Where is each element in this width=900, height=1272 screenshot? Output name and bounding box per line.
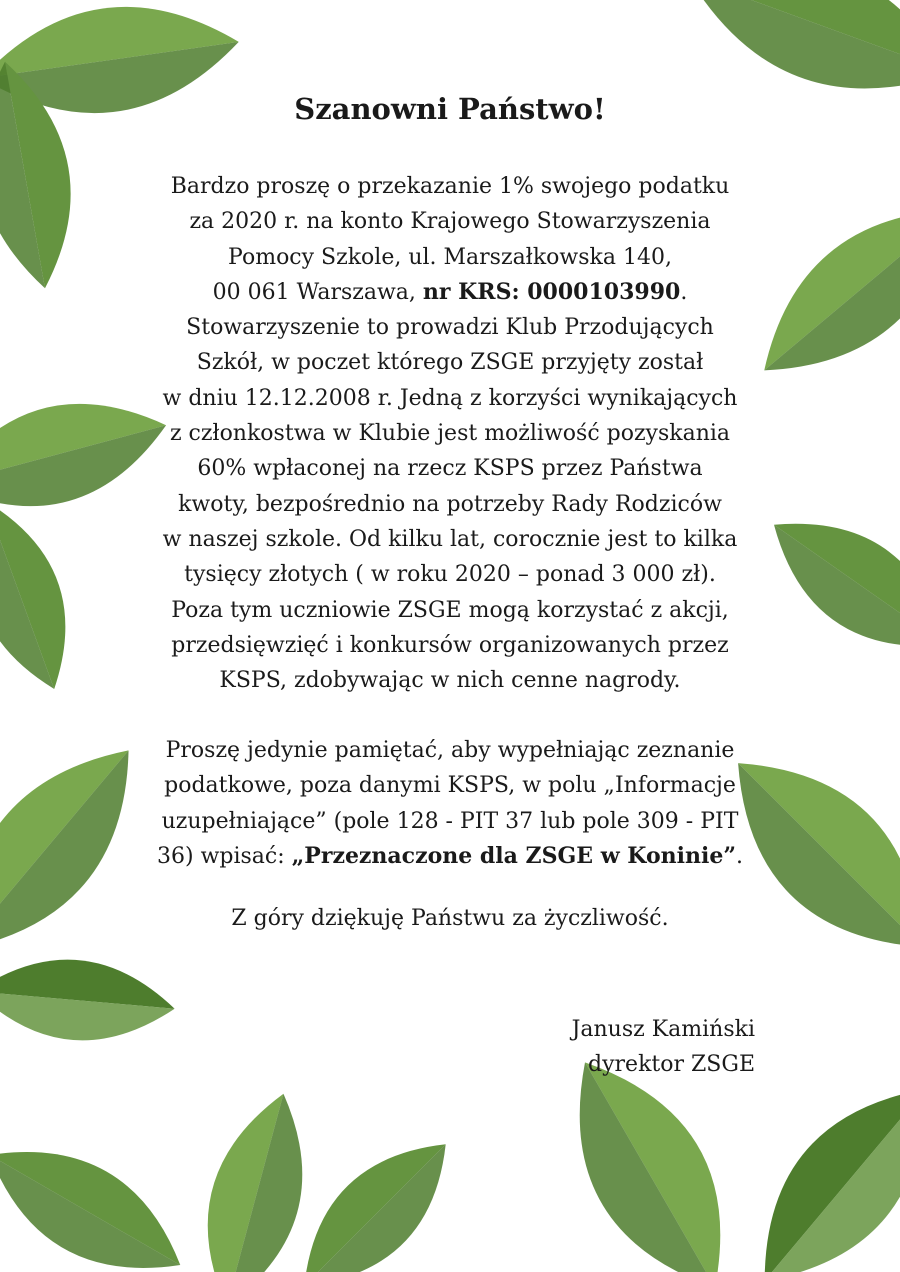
paragraph-1-line: przedsięwzięć i konkursów organizowanych przez <box>171 632 729 658</box>
paragraph-1-line: tysięcy złotych ( w roku 2020 – ponad 3 000 zł). <box>184 562 716 588</box>
paragraph-1-line: z członkostwa w Klubie jest możliwość pozyskania <box>169 421 731 447</box>
paragraph-1-line: Stowarzyszenie to prowadzi Klub Przodujących <box>186 315 714 341</box>
leaf-shape <box>749 489 900 682</box>
signature-title: dyrektor ZSGE <box>588 1052 755 1077</box>
leaf-shape <box>184 1082 326 1272</box>
paragraph-1-line: KSPS, zdobywając w nich cenne nagrody. <box>219 668 681 694</box>
paragraph-1-line: w dniu 12.12.2008 r. Jedną z korzyści wynikających <box>162 385 738 411</box>
leaf-shape <box>276 1116 474 1272</box>
period: . <box>680 279 688 305</box>
paragraph-2-line: podatkowe, poza danymi KSPS, w polu „Informacje <box>164 773 736 799</box>
paragraph-1-line: Bardzo proszę o przekazanie 1% swojego podatku <box>170 174 730 199</box>
instruction-text: 36) wpisać: <box>157 843 292 869</box>
paragraph-1-line-krs <box>140 275 760 310</box>
paragraph-1-line: 60% wpłaconej na rzecz KSPS przez Państwa <box>197 456 703 482</box>
paragraph-2-line-instruction <box>140 839 760 874</box>
designation-text: „Przeznaczone dla ZSGE w Koninie” <box>291 842 736 869</box>
period: . <box>735 843 743 869</box>
letter-greeting: Szanowni Państwo! <box>294 92 606 126</box>
paragraph-1-line: za 2020 r. na konto Krajowego Stowarzyszenia <box>189 209 711 235</box>
paragraph-2-line: Proszę jedynie pamiętać, aby wypełniając zeznanie <box>165 738 735 763</box>
address-text: 00 061 Warszawa, <box>212 279 423 305</box>
leaf-shape <box>725 1056 900 1272</box>
thanks-line: Z góry dziękuję Państwu za życzliwość. <box>231 906 669 931</box>
leaf-shape <box>0 951 178 1048</box>
signature-name: Janusz Kamiński <box>571 1017 755 1042</box>
leaf-shape <box>0 487 92 702</box>
paragraph-1-line: Poza tym uczniowie ZSGE mogą korzystać z akcji, <box>171 597 729 623</box>
paragraph-1 <box>140 169 760 698</box>
krs-number: nr KRS: 0000103990 <box>422 278 681 305</box>
paragraph-1-line: Pomocy Szkole, ul. Marszałkowska 140, <box>228 244 672 270</box>
paragraph-2 <box>140 733 760 874</box>
signature <box>572 1012 755 1082</box>
paragraph-1-line: kwoty, bezpośrednio na potrzeby Rady Rodziców <box>178 491 722 517</box>
paragraph-2-line: uzupełniające” (pole 128 - PIT 37 lub pole 309 - PIT <box>161 808 739 834</box>
paragraph-1-line: w naszej szkole. Od kilku lat, corocznie jest to kilka <box>162 526 738 552</box>
leaf-shape <box>0 1117 202 1272</box>
paragraph-1-line: Szkół, w poczet którego ZSGE przyjęty został <box>196 350 704 376</box>
